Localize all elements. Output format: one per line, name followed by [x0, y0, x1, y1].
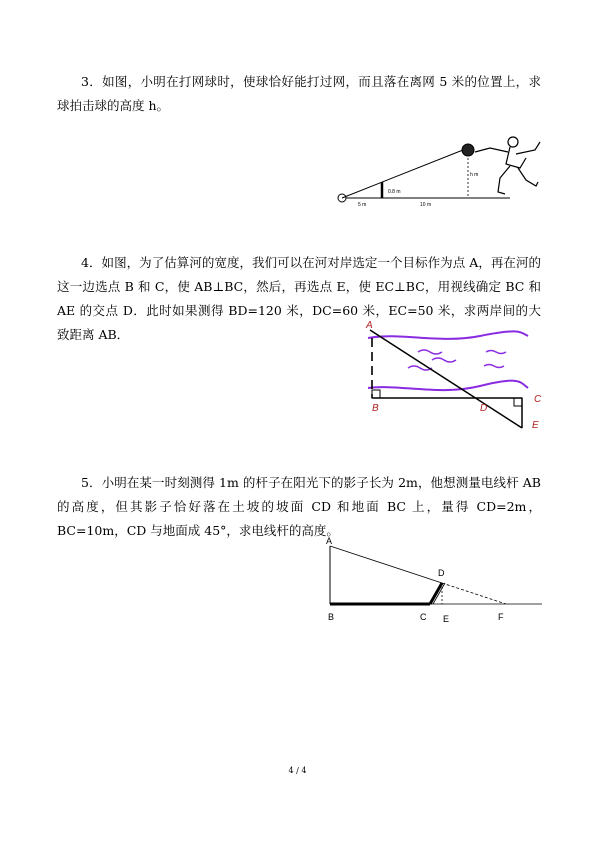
left-distance-label: 5 m: [358, 202, 367, 208]
problem-3-number: 3: [81, 74, 89, 89]
label-F: F: [498, 612, 504, 622]
page-number: 4 / 4: [288, 766, 307, 775]
racket-height-label: h m: [470, 172, 479, 178]
right-distance-label: 10 m: [420, 202, 432, 208]
label-B: B: [328, 612, 335, 622]
problem-5-body: ．小明在某一时刻测得 1m 的杆子在阳光下的影子长为 2m，他想测量电线杆 AB 的高度，但其影子恰好落在土坡的坡面 CD 和地面 BC 上，量得 CD=2m，BC=10m，CD 与地面成 45°，求电线杆的高度。: [57, 475, 541, 538]
problem-3-body: ．如图，小明在打网球时，使球恰好能打过网，而且落在离网 5 米的位置上，求球拍击球的高度 h。: [57, 74, 541, 113]
near-bank: [368, 381, 528, 390]
problem-5-text: [57, 471, 541, 543]
label-E: E: [532, 420, 539, 431]
problem-4-number: 4: [81, 255, 89, 270]
label-A: A: [366, 320, 373, 331]
water-ripples: [408, 350, 506, 370]
label-C: C: [420, 612, 427, 622]
far-bank: [368, 331, 528, 338]
racket-icon: [462, 144, 474, 156]
label-D: D: [438, 568, 445, 578]
net-height-label: 0.8 m: [388, 189, 401, 195]
label-B: B: [372, 403, 379, 414]
problem-3-text: [57, 70, 541, 118]
problem-4-body: ．如图，为了估算河的宽度，我们可以在河对岸选定一个目标作为点 A，再在河的这一边选点 B 和 C，使 AB⊥BC，然后，再选点 E，使 EC⊥BC，用视线确定 BC 和 AE 的交点 D．此时如果测得 BD=120 米，DC=60 米，EC=50 米，求两岸间的大致距离 AB．: [57, 255, 541, 342]
label-C: C: [534, 394, 542, 405]
label-A: A: [326, 536, 333, 546]
pole-figure: [320, 534, 545, 626]
problem-5-number: 5: [81, 475, 89, 490]
label-E: E: [443, 614, 450, 624]
river-figure: [360, 316, 550, 436]
tennis-figure: [330, 128, 545, 208]
label-D: D: [480, 403, 488, 414]
tennis-player-icon: [475, 137, 540, 194]
